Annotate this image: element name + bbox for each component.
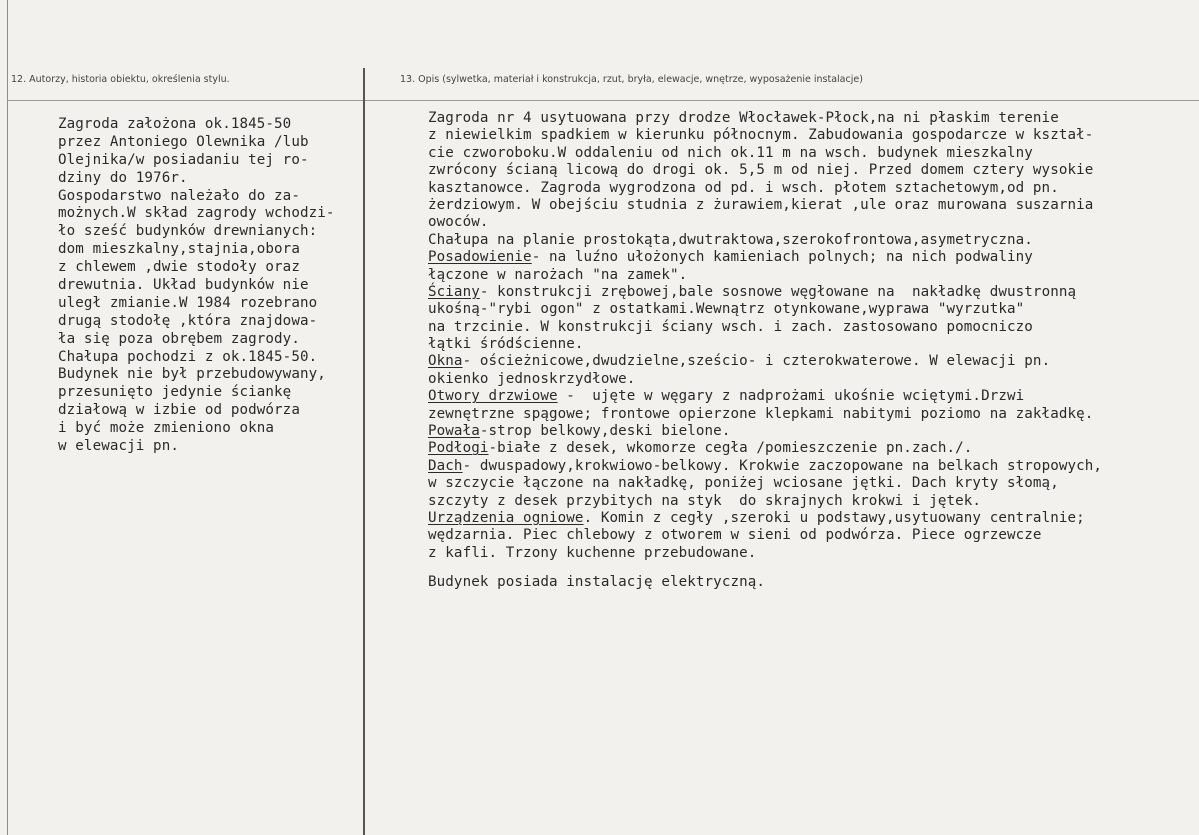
section-line bbox=[428, 319, 1198, 336]
history-line: drewutnia. Układ budynków nie bbox=[58, 277, 309, 294]
section-text: łątki śródścienne. bbox=[428, 336, 584, 353]
description-text bbox=[428, 110, 1198, 592]
section-line bbox=[428, 458, 1198, 475]
section-label: Otwory drzwiowe bbox=[428, 388, 558, 405]
intro-paragraph bbox=[428, 110, 1198, 249]
section-text: na trzcinie. W konstrukcji ściany wsch. i zach. zastosowano pomocniczo bbox=[428, 318, 1033, 335]
section-text: łączone w narożach "na zamek". bbox=[428, 266, 688, 283]
section-text: w szczycie łączone na nakładkę, poniżej wciosane jętki. Dach kryty słomą, bbox=[428, 475, 1059, 492]
page-edge-line bbox=[7, 0, 8, 835]
history-line: Budynek nie był przebudowywany, bbox=[58, 366, 326, 383]
section-text: - konstrukcji zrębowej,bale sosnowe węgłowane na nakładkę dwustronną bbox=[479, 283, 1077, 300]
intro-line: z niewielkim spadkiem w kierunku północnym. Zabudowania gospodarcze w kształ- bbox=[428, 127, 1094, 144]
section-label: Okna bbox=[428, 353, 463, 370]
section-line bbox=[428, 406, 1198, 423]
section-label: Podłogi bbox=[428, 440, 489, 457]
history-line: dziny do 1976r. bbox=[58, 169, 188, 186]
section-line bbox=[428, 301, 1198, 318]
section-text: - dwuspadowy,krokwiowo-belkowy. Krokwie zaczopowane na belkach stropowych, bbox=[462, 457, 1103, 474]
section-text: -strop belkowy,deski bielone. bbox=[479, 423, 731, 440]
section-line bbox=[428, 388, 1198, 405]
history-line: drugą stodołę ,która znajdowa- bbox=[58, 312, 318, 329]
history-line: uległ zmianie.W 1984 rozebrano bbox=[58, 294, 318, 311]
section-line bbox=[428, 267, 1198, 284]
section-text: z kafli. Trzony kuchenne przebudowane. bbox=[428, 544, 757, 561]
section-label: Powała bbox=[428, 423, 480, 440]
intro-line: Chałupa na planie prostokąta,dwutraktowa,szerokofrontowa,asymetryczna. bbox=[428, 231, 1033, 248]
section-text: . Komin z cegły ,szeroki u podstawy,usytuowany centralnie; bbox=[583, 509, 1085, 526]
section-text: wędzarnia. Piec chlebowy z otworem w sieni od podwórza. Piece ogrzewcze bbox=[428, 527, 1042, 544]
section-text: - na luźno ułożonych kamieniach polnych; na nich podwaliny bbox=[531, 249, 1033, 266]
section-12-header: 12. Autorzy, historia obiektu, określenia stylu. bbox=[11, 74, 230, 85]
history-line: przez Antoniego Olewnika /lub bbox=[58, 133, 309, 150]
history-line: Gospodarstwo należało do za- bbox=[58, 187, 300, 204]
section-13-header: 13. Opis (sylwetka, materiał i konstrukcja, rzut, bryła, elewacje, wnętrze, wyposażenie instalacje) bbox=[400, 74, 863, 85]
section-text: - ościeżnicowe,dwudzielne,sześcio- i czterokwaterowe. W elewacji pn. bbox=[462, 353, 1051, 370]
intro-line: cie czworoboku.W oddaleniu od nich ok.11 m na wsch. budynek mieszkalny bbox=[428, 144, 1033, 161]
intro-line: owoców. bbox=[428, 214, 489, 231]
section-line bbox=[428, 336, 1198, 353]
section-line bbox=[428, 371, 1198, 388]
history-line: działową w izbie od podwórza bbox=[58, 402, 300, 419]
section-text: okienko jednoskrzydłowe. bbox=[428, 370, 636, 387]
section-line bbox=[428, 353, 1198, 370]
section-text: - ujęte w węgary z nadprożami ukośnie wciętymi.Drzwi bbox=[557, 388, 1025, 405]
history-line: w elewacji pn. bbox=[58, 438, 179, 455]
history-line: z chlewem ,dwie stodoły oraz bbox=[58, 259, 300, 276]
intro-line: żerdziowym. W obejściu studnia z żurawiem,kierat ,ule oraz murowana suszarnia bbox=[428, 196, 1094, 213]
section-label: Urządzenia ogniowe bbox=[428, 509, 584, 526]
history-line: ło sześć budynków drewnianych: bbox=[58, 223, 318, 240]
history-line: Zagroda założona ok.1845-50 bbox=[58, 116, 292, 132]
section-line bbox=[428, 475, 1198, 492]
intro-line: zwrócony ścianą licową do drogi ok. 5,5 m od niej. Przed domem cztery wysokie bbox=[428, 162, 1094, 179]
closing-note: Budynek posiada instalację elektryczną. bbox=[428, 574, 766, 591]
section-line bbox=[428, 249, 1198, 266]
section-text: -białe z desek, wkomorze cegła /pomieszczenie pn.zach./. bbox=[488, 440, 973, 457]
header-rule bbox=[7, 100, 1199, 101]
section-line bbox=[428, 527, 1198, 544]
section-label: Dach bbox=[428, 457, 463, 474]
section-line bbox=[428, 423, 1198, 440]
section-label: Ściany bbox=[428, 283, 480, 300]
history-line: przesunięto jedynie ściankę bbox=[58, 384, 292, 401]
construction-sections bbox=[428, 249, 1198, 562]
history-line: Chałupa pochodzi z ok.1845-50. bbox=[58, 348, 318, 365]
section-line bbox=[428, 545, 1198, 562]
history-text bbox=[58, 116, 358, 456]
section-line bbox=[428, 510, 1198, 527]
column-divider bbox=[363, 68, 365, 835]
history-line: ła się poza obrębem zagrody. bbox=[58, 330, 300, 347]
section-line bbox=[428, 493, 1198, 510]
intro-line: kasztanowce. Zagroda wygrodzona od pd. i wsch. płotem sztachetowym,od pn. bbox=[428, 179, 1059, 196]
section-line bbox=[428, 284, 1198, 301]
section-label: Posadowienie bbox=[428, 249, 532, 266]
history-line: możnych.W skład zagrody wchodzi- bbox=[58, 205, 335, 222]
history-line: Olejnika/w posiadaniu tej ro- bbox=[58, 151, 309, 168]
section-text: szczyty z desek przybitych na styk do skrajnych krokwi i jętek. bbox=[428, 492, 982, 509]
section-line bbox=[428, 440, 1198, 457]
intro-line: Zagroda nr 4 usytuowana przy drodze Włocławek-Płock,na ni płaskim terenie bbox=[428, 110, 1059, 126]
history-line: i być może zmieniono okna bbox=[58, 420, 275, 437]
history-line: dom mieszkalny,stajnia,obora bbox=[58, 241, 300, 258]
section-text: ukośną-"rybi ogon" z ostatkami.Wewnątrz otynkowane,wyprawa "wyrzutka" bbox=[428, 301, 1025, 318]
section-text: zewnętrzne spągowe; frontowe opierzone klepkami nabitymi poziomo na zakładkę. bbox=[428, 405, 1094, 422]
